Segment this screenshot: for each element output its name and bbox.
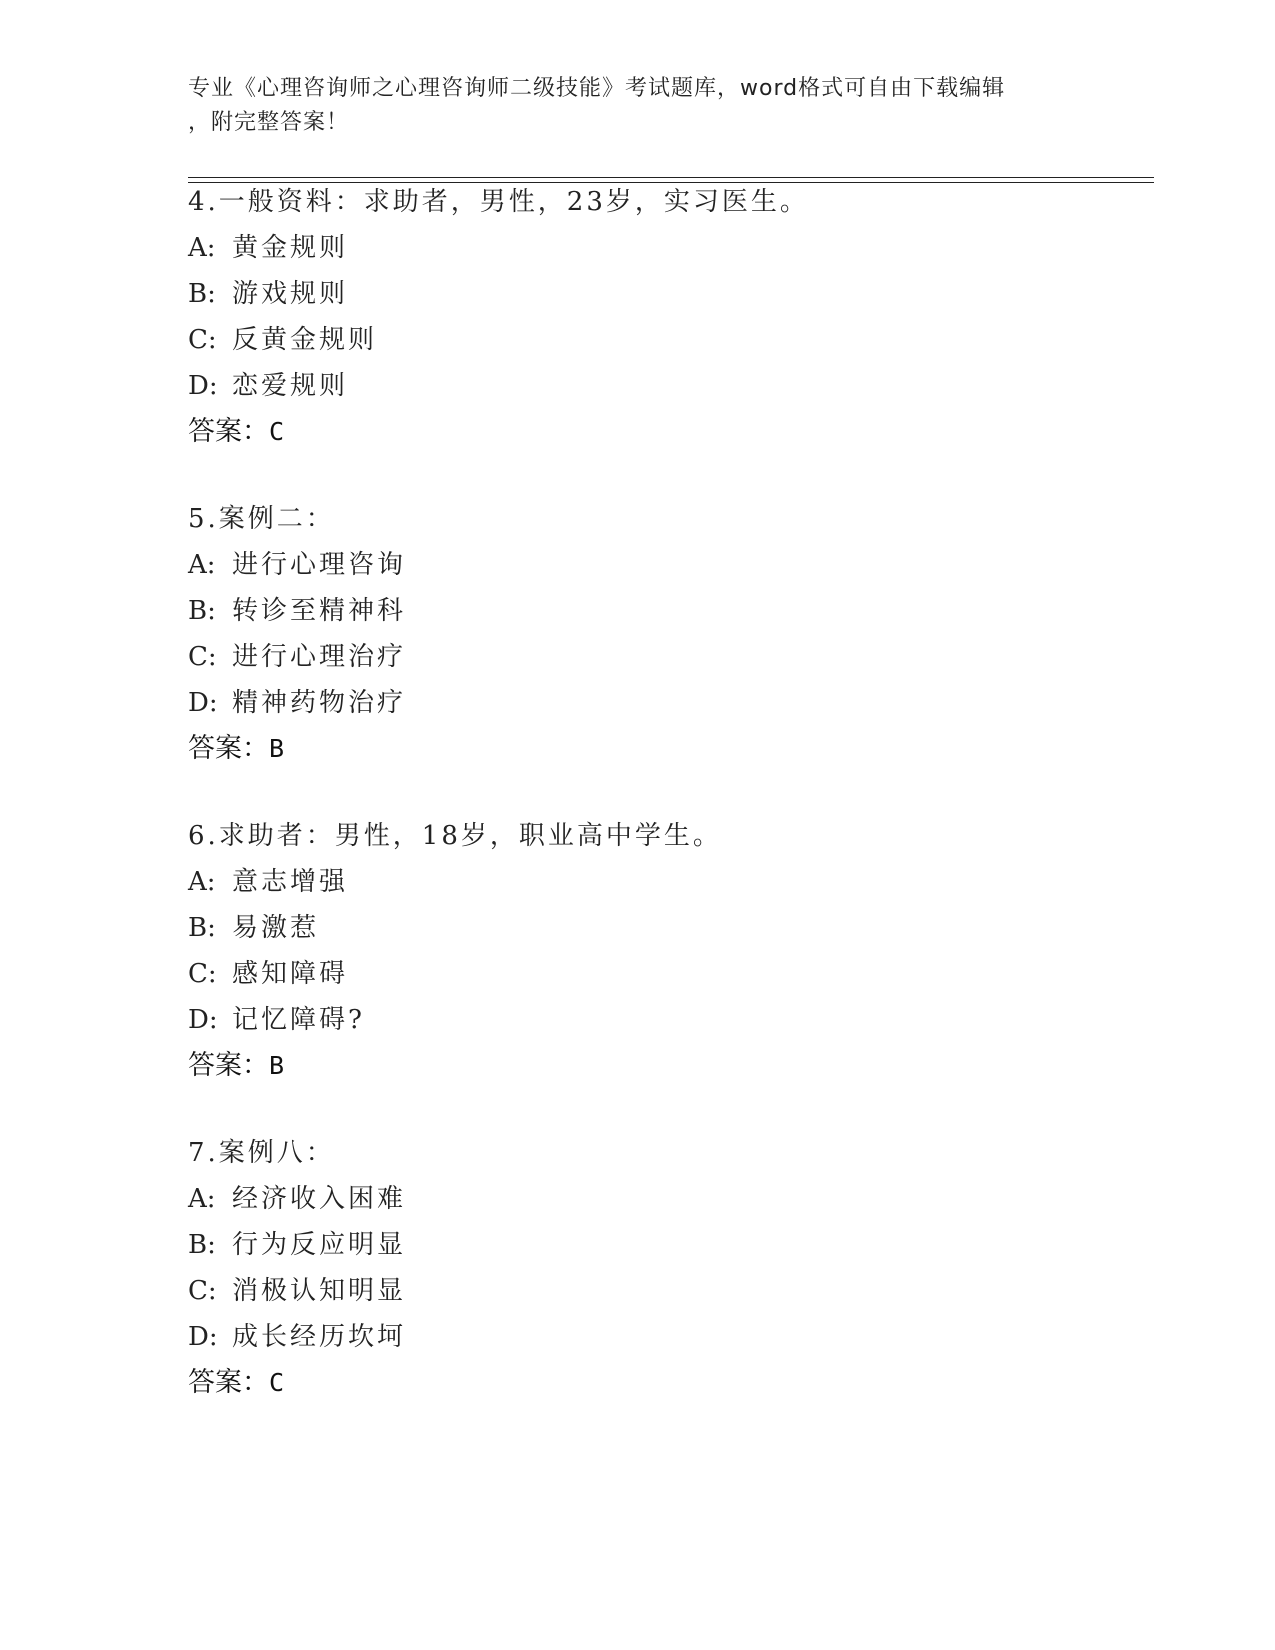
answer-label: 答案： (188, 1367, 269, 1398)
option-c (188, 951, 1088, 997)
option-text: 恋爱规则 (232, 371, 349, 401)
option-text: 进行心理治疗 (232, 642, 407, 672)
answer-line (188, 1360, 1088, 1406)
option-letter: C: (188, 642, 217, 672)
question-stem: 7.案例八： (188, 1138, 335, 1168)
option-a (188, 225, 1088, 271)
option-letter: B: (188, 913, 216, 943)
option-text: 转诊至精神科 (232, 596, 407, 626)
question-6 (188, 813, 1088, 1089)
option-letter: D: (188, 688, 218, 718)
question-stem: 4.一般资料：求助者，男性，23岁，实习医生。 (188, 187, 809, 217)
option-b (188, 588, 1088, 634)
answer-value: B (269, 734, 285, 763)
option-letter: A: (188, 233, 216, 263)
answer-line (188, 409, 1088, 455)
option-text: 意志增强 (232, 867, 349, 897)
question-5 (188, 496, 1088, 772)
header-line-1: 专业《心理咨询师之心理咨询师二级技能》考试题库，word格式可自由下载编辑 (188, 76, 1006, 101)
option-letter: C: (188, 959, 217, 989)
option-text: 游戏规则 (232, 279, 349, 309)
option-d (188, 1314, 1088, 1360)
answer-line (188, 726, 1088, 772)
option-b (188, 1222, 1088, 1268)
header-line-2: ，附完整答案！ (188, 110, 350, 135)
option-text: 进行心理咨询 (232, 550, 407, 580)
option-letter: A: (188, 1184, 216, 1214)
header-divider-top (188, 177, 1154, 178)
question-7 (188, 1130, 1088, 1406)
option-letter: C: (188, 325, 217, 355)
option-text: 反黄金规则 (232, 325, 378, 355)
question-stem: 5.案例二： (188, 504, 335, 534)
option-letter: D: (188, 371, 218, 401)
option-c (188, 1268, 1088, 1314)
option-text: 感知障碍 (232, 959, 349, 989)
answer-label: 答案： (188, 733, 269, 764)
question-4 (188, 179, 1088, 455)
option-text: 行为反应明显 (232, 1230, 407, 1260)
answer-label: 答案： (188, 416, 269, 447)
answer-value: C (269, 417, 285, 446)
answer-value: C (269, 1368, 285, 1397)
option-text: 消极认知明显 (232, 1276, 407, 1306)
option-letter: A: (188, 867, 216, 897)
option-text: 黄金规则 (232, 233, 349, 263)
option-text: 经济收入困难 (232, 1184, 407, 1214)
question-stem: 6.求助者：男性，18岁，职业高中学生。 (188, 821, 722, 851)
option-letter: D: (188, 1322, 218, 1352)
option-text: 记忆障碍? (232, 1005, 365, 1035)
document-header (188, 72, 1088, 140)
answer-value: B (269, 1051, 285, 1080)
option-text: 成长经历坎坷 (232, 1322, 407, 1352)
option-d (188, 997, 1088, 1043)
answer-label: 答案： (188, 1050, 269, 1081)
answer-line (188, 1043, 1088, 1089)
option-a (188, 859, 1088, 905)
option-text: 易激惹 (232, 913, 320, 943)
option-b (188, 905, 1088, 951)
option-letter: B: (188, 596, 216, 626)
option-c (188, 317, 1088, 363)
option-letter: B: (188, 279, 216, 309)
option-a (188, 1176, 1088, 1222)
option-letter: D: (188, 1005, 218, 1035)
option-letter: A: (188, 550, 216, 580)
option-c (188, 634, 1088, 680)
option-b (188, 271, 1088, 317)
option-d (188, 363, 1088, 409)
option-letter: C: (188, 1276, 217, 1306)
option-a (188, 542, 1088, 588)
option-text: 精神药物治疗 (232, 688, 407, 718)
option-d (188, 680, 1088, 726)
option-letter: B: (188, 1230, 216, 1260)
